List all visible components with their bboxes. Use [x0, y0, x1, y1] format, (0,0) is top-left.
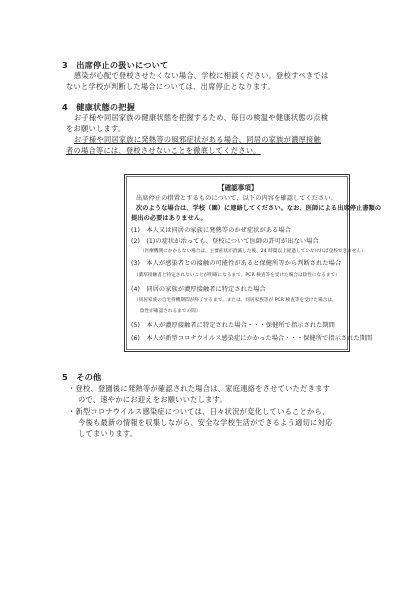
section-4-line-4: 者の場合等には、登校させないことを徹底してください。 — [66, 146, 261, 155]
confirmation-intro-3: 提出の必要はありません。 — [131, 215, 207, 222]
section-5-bullet-2-line-3: してまいります。 — [78, 429, 138, 438]
confirmation-item-3: (3) 本人が感染者との接触の可能性があると保健所等から判断された場合 — [131, 260, 342, 267]
section-5-bullet-2-line-2: 今後も最新の情報を収集しながら、安全な学校生活ができるよう適切に対応 — [78, 418, 333, 427]
section-4-line-1: お子様や同居家族の健康状態を把握するため、毎日の検温や健康状態の点検 — [74, 113, 329, 122]
section-5-bullet-1-line-1: ・登校、登園後に発熱等が確認された場合は、家庭連絡をさせていただきます — [68, 384, 331, 393]
confirmation-item-2: (2) (1)の症状が治っても、登校について医師の許可が出ない場合 — [131, 238, 319, 245]
confirmation-item-3-note: （濃厚接触者と特定されないことが明確になるまで。PCR 検査等を受けた場合は陰性になるまで） — [134, 273, 340, 278]
confirmation-item-1: (1) 本人又は同居の家族に発熱等のかぜ症状がある場合 — [131, 227, 291, 234]
section-4-line-2: をお願いします。 — [66, 124, 126, 133]
section-5-bullet-1-line-2: ので、速やかにお迎えをお願いいたします。 — [78, 395, 228, 404]
confirmation-item-6: (6) 本人が新型コロナウイルス感染症にかかった場合・・・保健所で指示された期間 — [131, 335, 373, 342]
confirmation-title: 【確認事項】 — [218, 184, 258, 192]
confirmation-item-4-note-1: （同居家族の自宅待機期間が終了するまで。または、同居家族等が PCR 検査等を受けた場合は、 — [134, 298, 337, 303]
confirmation-item-4: (4) 同居の家族が濃厚接触者に特定された場合 — [131, 286, 266, 293]
confirmation-item-5: (5) 本人が濃厚接触者に特定された場合・・・保健所で指示された期間 — [131, 322, 335, 329]
confirmation-item-2-note: （医療機関にかからない場合は、主要症状が消滅した後、24 時間以上経過していなければ登校できません） — [140, 249, 366, 254]
confirmation-intro-1: 出席停止の措置とするものについて、以下の内容を確認してください。 — [136, 195, 337, 202]
section-4-heading: 4 健康状態の把握 — [62, 102, 135, 112]
section-5-bullet-2-line-1: ・新型コロナウイルス感染症については、日々状況が変化していることから、 — [68, 407, 330, 416]
section-3-line-1: 感染が心配で登校させたくない場合、学校に相談ください。登校すべきでは — [74, 71, 329, 80]
section-4-line-3: お子様や同居家族に発熱等の風邪症状がある場合、同居の家族が濃厚接触 — [74, 135, 322, 144]
section-5-heading: 5 その他 — [62, 372, 102, 382]
section-3-heading: 3 出席停止の扱いについて — [62, 60, 169, 70]
confirmation-intro-2: 次のような場合は、学校（園）に連絡してください。なお、医師による出席停止書類の — [136, 205, 382, 212]
confirmation-item-4-note-2: 陰性が確認されるまでの間） — [140, 309, 201, 314]
section-3-line-2: ないと学校が判断した場合については、出席停止となります。 — [66, 82, 275, 91]
